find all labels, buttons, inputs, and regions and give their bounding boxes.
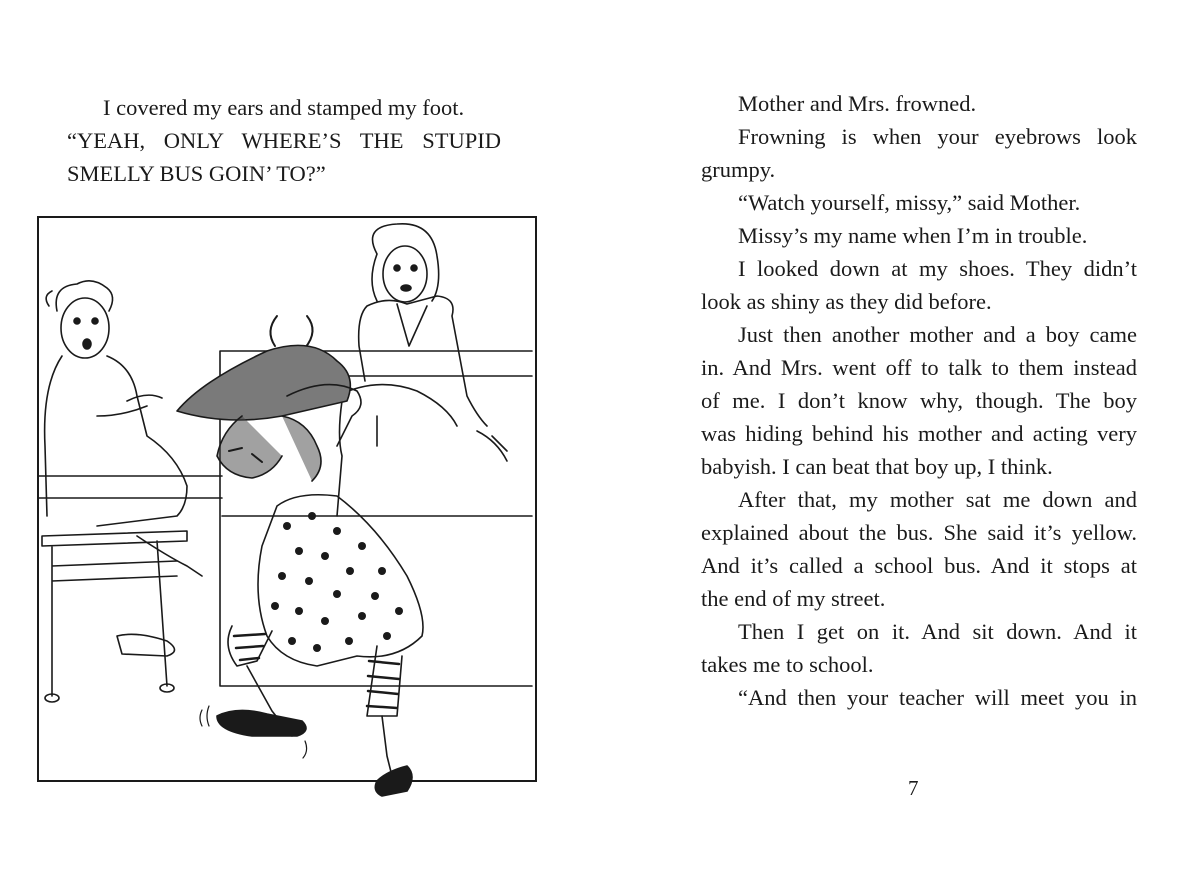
text-line: I looked down at my shoes. They didn’t — [738, 256, 1137, 281]
illustration — [37, 216, 537, 782]
text-line: I covered my ears and stamped my foot. — [103, 95, 465, 120]
text-line: was hiding behind his mother and acting very — [701, 421, 1137, 446]
text-line: of me. I don’t know why, though. The boy — [701, 388, 1137, 413]
text-line: Then I get on it. And sit down. And it — [738, 619, 1137, 644]
text-line: After that, my mother sat me down and — [738, 487, 1137, 512]
text-line: Just then another mother and a boy came — [738, 322, 1137, 347]
text-line: Mother and Mrs. frowned. — [738, 91, 977, 116]
text-line: in. And Mrs. went off to talk to them instead — [701, 355, 1137, 380]
text-line: SMELLY BUS GOIN’ TO?” — [67, 161, 326, 186]
right-page — [600, 0, 1200, 874]
text-line: look as shiny as they did before. — [701, 289, 992, 314]
text-line: grumpy. — [701, 157, 776, 182]
text-line: “YEAH, ONLY WHERE’S THE STUPID — [67, 128, 501, 153]
text-line: “And then your teacher will meet you in — [738, 685, 1137, 710]
text-line: Frowning is when your eyebrows look — [738, 124, 1137, 149]
text-line: babyish. I can beat that boy up, I think. — [701, 454, 1053, 479]
page-number: 7 — [908, 776, 919, 800]
text-line: explained about the bus. She said it’s yellow. — [701, 520, 1137, 545]
text-line: And it’s called a school bus. And it stops at — [701, 553, 1137, 578]
text-line: “Watch yourself, missy,” said Mother. — [738, 190, 1081, 215]
text-line: Missy’s my name when I’m in trouble. — [738, 223, 1088, 248]
text-line: the end of my street. — [701, 586, 886, 611]
illustration-drawing — [37, 216, 537, 816]
text-line: takes me to school. — [701, 652, 874, 677]
